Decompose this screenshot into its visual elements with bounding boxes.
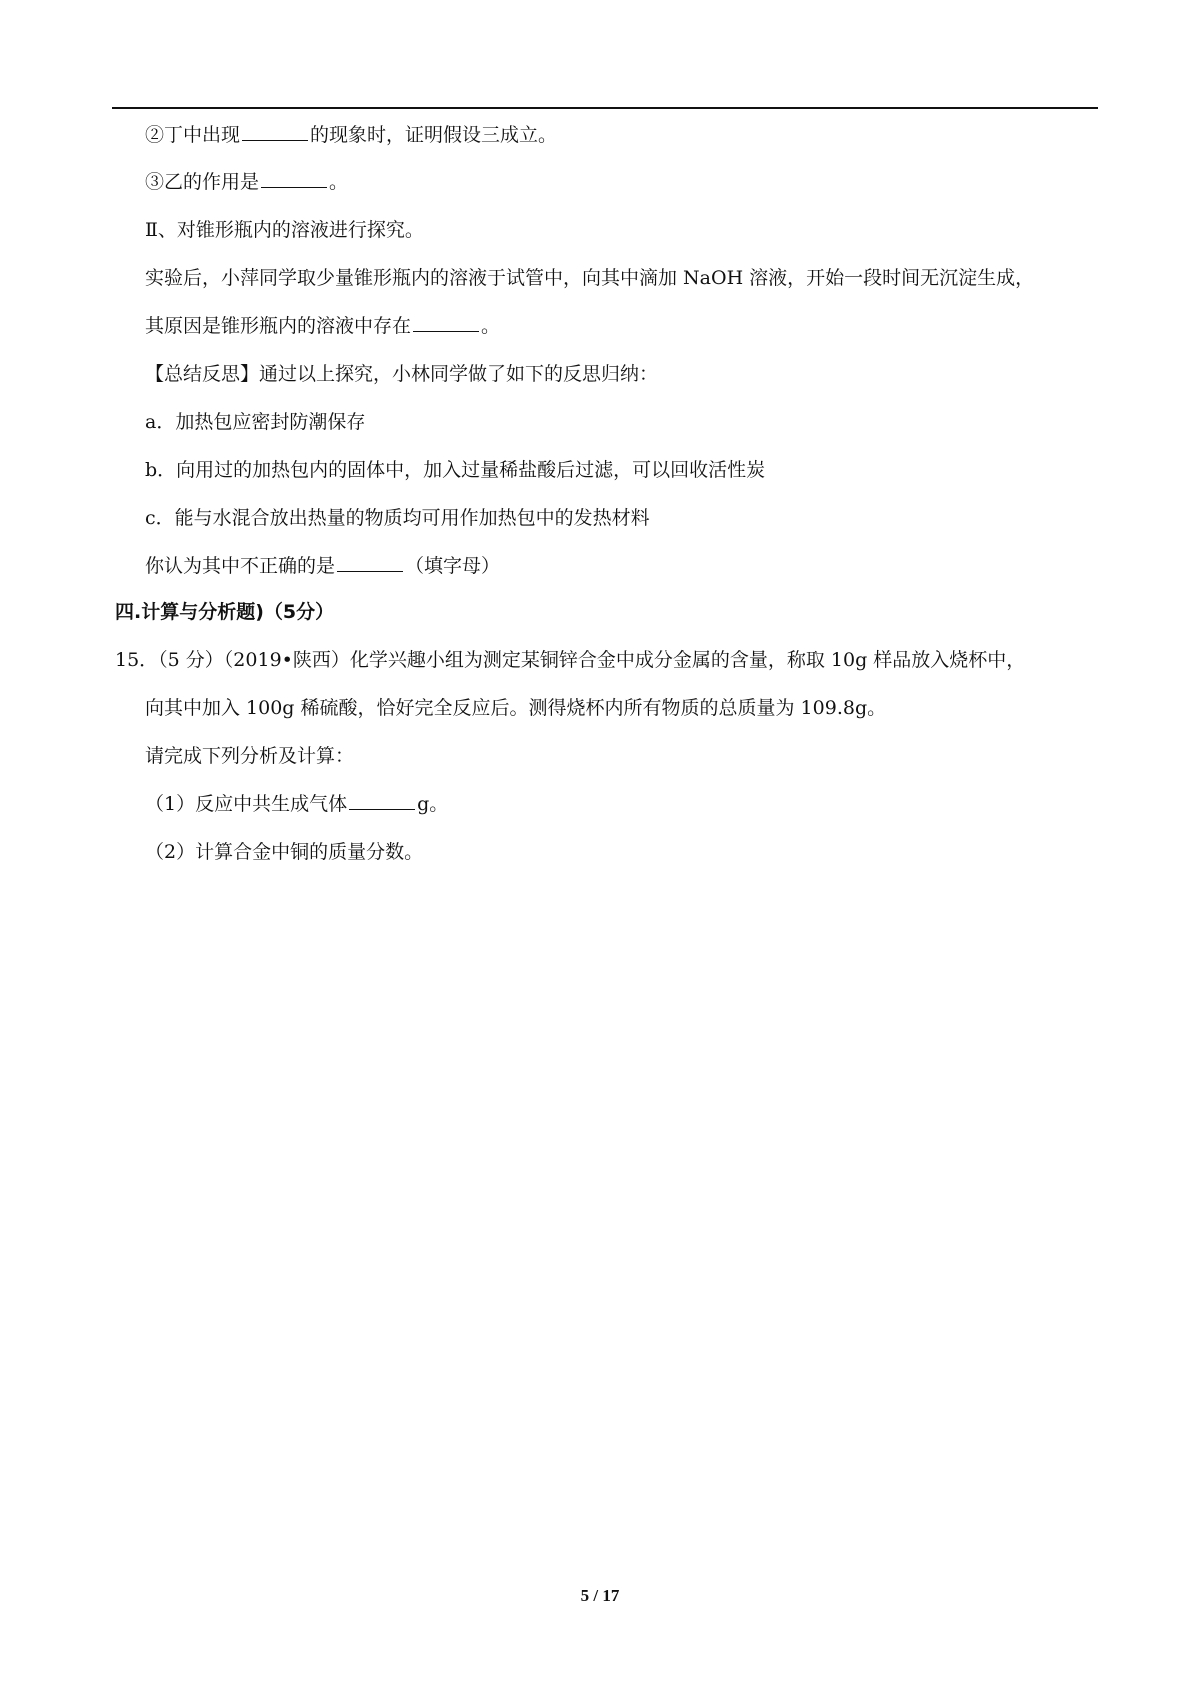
line-1-text-b: 的现象时，证明假设三成立。 <box>310 124 558 146</box>
line-5-text-b: 。 <box>481 315 501 337</box>
section-four-heading: 四.计算与分析题)（5分） <box>115 601 335 623</box>
page-number: 5 / 17 <box>580 1586 620 1605</box>
question-15-part-2: （2）计算合金中铜的质量分数。 <box>145 841 424 863</box>
question-line-1 <box>145 122 557 148</box>
question-15-line-1: 15．（5 分）（2019•陕西）化学兴趣小组为测定某铜锌合金中成分金属的含量，称取 10g 样品放入烧杯中， <box>115 649 1026 671</box>
section-ii-title: Ⅱ、对锥形瓶内的溶液进行探究。 <box>145 219 424 241</box>
option-b: b．向用过的加热包内的固体中，加入过量稀盐酸后过滤，可以回收活性炭 <box>145 459 766 481</box>
option-c: c．能与水混合放出热量的物质均可用作加热包中的发热材料 <box>145 507 650 529</box>
part-1-text-a: （1）反应中共生成气体 <box>145 793 348 815</box>
line-2-text-a: ③乙的作用是 <box>145 171 260 193</box>
question-15-line-2: 向其中加入 100g 稀硫酸，恰好完全反应后。测得烧杯内所有物质的总质量为 109.8g。 <box>145 697 887 719</box>
line-2-text-b: 。 <box>329 171 349 193</box>
line-10-text-a: 你认为其中不正确的是 <box>145 555 336 577</box>
line-5-text-a: 其原因是锥形瓶内的溶液中存在 <box>145 315 412 337</box>
paragraph-line-4: 实验后，小萍同学取少量锥形瓶内的溶液于试管中，向其中滴加 NaOH 溶液，开始一段时间无沉淀生成， <box>145 267 1035 289</box>
answer-blank[interactable] <box>349 791 415 810</box>
answer-blank[interactable] <box>413 313 479 332</box>
question-line-10 <box>145 553 500 579</box>
answer-blank[interactable] <box>337 553 403 572</box>
answer-blank[interactable] <box>261 169 327 188</box>
line-10-text-b: （填字母） <box>405 555 501 577</box>
question-15-part-1 <box>145 791 448 817</box>
line-1-text-a: ②丁中出现 <box>145 124 241 146</box>
question-line-2 <box>145 169 348 195</box>
summary-heading: 【总结反思】通过以上探究，小林同学做了如下的反思归纳： <box>145 363 659 385</box>
part-1-text-b: g。 <box>417 793 449 815</box>
question-line-5 <box>145 313 500 339</box>
option-a: a．加热包应密封防潮保存 <box>145 411 366 433</box>
header-rule <box>112 107 1098 109</box>
answer-blank[interactable] <box>242 122 308 141</box>
question-15-line-3: 请完成下列分析及计算： <box>145 745 355 767</box>
